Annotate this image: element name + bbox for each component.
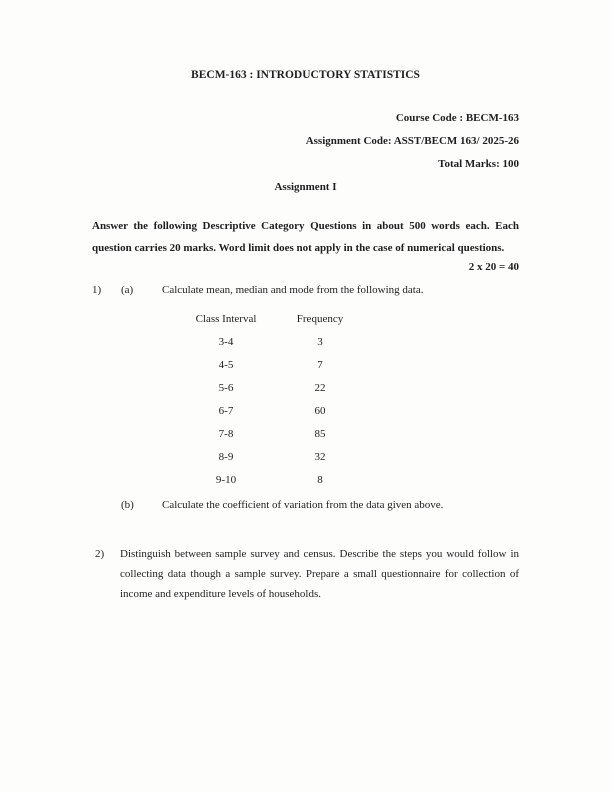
- table-row: [179, 399, 367, 422]
- assignment-code: Assignment Code: ASST/BECM 163/ 2025-26: [305, 135, 519, 147]
- section-heading: Assignment I: [274, 181, 337, 193]
- table-header-row: [179, 307, 367, 330]
- table-row: [179, 468, 367, 491]
- frequency-cell: 8: [317, 473, 323, 486]
- question-2-number: 2): [95, 548, 105, 560]
- question-1a-text: Calculate mean, median and mode from the following data.: [162, 284, 424, 296]
- table-header-class-interval: Class Interval: [195, 312, 257, 325]
- frequency-cell: 3: [317, 335, 323, 348]
- question-1-number: 1): [92, 284, 102, 296]
- class-interval-cell: 3-4: [218, 335, 234, 348]
- table-row: [179, 353, 367, 376]
- marks-note: 2 x 20 = 40: [468, 261, 519, 273]
- frequency-cell: 60: [314, 404, 326, 417]
- class-interval-cell: 7-8: [218, 427, 234, 440]
- class-interval-cell: 8-9: [218, 450, 234, 463]
- meta-block: [92, 111, 519, 172]
- document-title: BECM-163 : INTRODUCTORY STATISTICS: [191, 69, 420, 81]
- question-1-part-a: [92, 283, 519, 298]
- question-1b-label: (b): [121, 499, 134, 511]
- question-1-part-b: [92, 498, 519, 513]
- frequency-cell: 85: [314, 427, 326, 440]
- table-row: [179, 330, 367, 353]
- question-2: [92, 544, 519, 604]
- question-1a-label: (a): [121, 284, 134, 296]
- instructions-paragraph: Answer the following Descriptive Category Questions in about 500 words each. Each question carries 20 marks. Word limit does not apply in the case of numerical questions.: [92, 220, 519, 254]
- total-marks: Total Marks: 100: [438, 158, 519, 170]
- course-code: Course Code : BECM-163: [395, 112, 519, 124]
- table-row: [179, 376, 367, 399]
- table-row: [179, 422, 367, 445]
- frequency-cell: 32: [314, 450, 326, 463]
- class-interval-cell: 5-6: [218, 381, 234, 394]
- question-2-text: Distinguish between sample survey and census. Describe the steps you would follow in collecting data though a sample survey. Prepare a small questionnaire for collection of income and expenditure levels of households.: [120, 548, 519, 600]
- question-1b-text: Calculate the coefficient of variation from the data given above.: [162, 499, 444, 511]
- frequency-cell: 7: [317, 358, 323, 371]
- frequency-table: [179, 307, 367, 491]
- table-row: [179, 445, 367, 468]
- frequency-cell: 22: [314, 381, 326, 394]
- class-interval-cell: 9-10: [215, 473, 237, 486]
- class-interval-cell: 6-7: [218, 404, 234, 417]
- class-interval-cell: 4-5: [218, 358, 234, 371]
- table-header-frequency: Frequency: [296, 312, 344, 325]
